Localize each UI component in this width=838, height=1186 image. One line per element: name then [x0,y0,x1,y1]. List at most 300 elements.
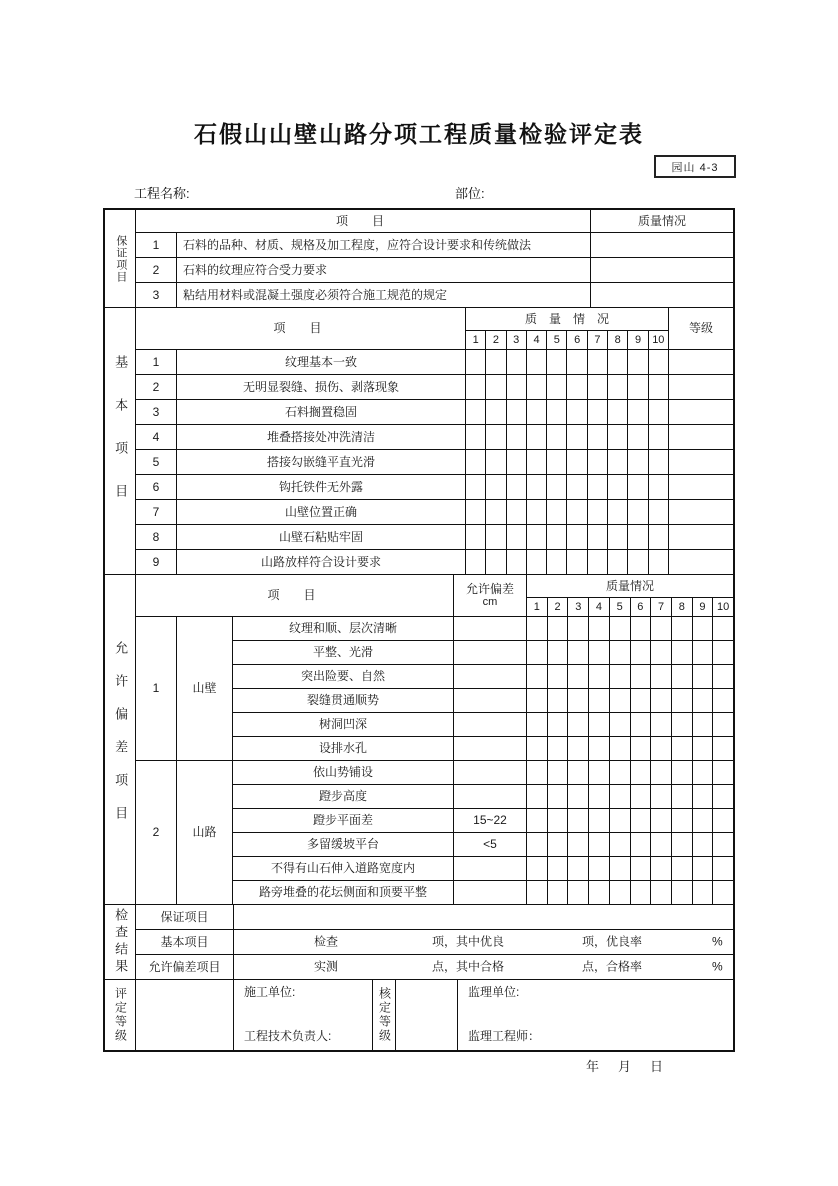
basic-grade-cell[interactable] [669,550,733,574]
quality-cell[interactable] [589,761,609,784]
quality-cell[interactable] [693,833,713,856]
basic-grade-cell[interactable] [669,450,733,474]
deviation-allow-cell[interactable] [454,737,526,760]
quality-cell[interactable] [486,400,505,424]
quality-cell[interactable] [631,809,651,832]
quality-cell[interactable] [693,785,713,808]
quality-cell[interactable] [588,350,607,374]
quality-cell[interactable] [713,737,733,760]
quality-cell[interactable] [547,525,566,549]
quality-cell[interactable] [713,713,733,736]
quality-cell[interactable] [527,375,546,399]
quality-cell[interactable] [608,500,627,524]
deviation-group-no: 1 [136,617,176,760]
quality-cell[interactable] [568,857,588,880]
quality-cell[interactable] [589,641,609,664]
quality-cell[interactable] [507,525,526,549]
quality-cell[interactable] [693,665,713,688]
guarantee-row-no: 3 [136,283,176,307]
quality-cell[interactable] [608,475,627,499]
quality-cell[interactable] [547,550,566,574]
deviation-item-text: 平整、光滑 [233,641,453,664]
supervisor-label: 监理单位: [468,985,520,999]
check-row-label: 保证项目 [136,905,233,929]
quality-cell[interactable] [589,785,609,808]
quality-cell[interactable] [588,375,607,399]
check-text: % [712,959,723,974]
quality-cell[interactable] [589,737,609,760]
quality-cell[interactable] [588,450,607,474]
quality-cell[interactable] [567,550,586,574]
quality-cell[interactable] [547,500,566,524]
deviation-quality-cells [527,641,733,664]
quality-cell[interactable] [567,350,586,374]
quality-cell[interactable] [631,665,651,688]
quality-cell[interactable] [672,665,692,688]
quality-cell[interactable] [567,400,586,424]
quality-cell[interactable] [649,500,668,524]
quality-cell[interactable] [527,857,547,880]
section-basic [105,308,733,574]
quality-cell[interactable] [588,400,607,424]
quality-cell[interactable] [628,425,647,449]
quality-cell[interactable] [651,809,671,832]
basic-row-text: 山壁位置正确 [177,500,465,524]
quality-cell[interactable] [548,809,568,832]
quality-cell[interactable] [610,809,630,832]
quality-cell[interactable] [547,450,566,474]
quality-cell[interactable] [568,713,588,736]
basic-quality-cells [466,500,668,524]
quality-cell[interactable] [610,833,630,856]
check-deviation-result-cell[interactable] [234,955,733,979]
quality-cell[interactable] [631,617,651,640]
quality-cell[interactable] [608,525,627,549]
quality-cell[interactable] [567,500,586,524]
quality-cell[interactable] [713,761,733,784]
quality-col-header: 10 [713,598,733,616]
quality-cell[interactable] [628,400,647,424]
quality-cell[interactable] [672,713,692,736]
quality-cell[interactable] [589,617,609,640]
quality-cell[interactable] [547,475,566,499]
quality-cell[interactable] [547,400,566,424]
quality-cell[interactable] [486,350,505,374]
quality-col-header: 4 [589,598,609,616]
quality-cell[interactable] [631,641,651,664]
quality-cell[interactable] [527,785,547,808]
quality-cell[interactable] [610,857,630,880]
guarantee-quality-cell[interactable] [591,258,733,282]
quality-cell[interactable] [466,375,485,399]
quality-cell[interactable] [610,881,630,904]
quality-cell[interactable] [589,857,609,880]
quality-cell[interactable] [651,857,671,880]
quality-cell[interactable] [631,689,651,712]
quality-cell[interactable] [507,475,526,499]
quality-cell[interactable] [548,617,568,640]
quality-cell[interactable] [466,550,485,574]
quality-cell[interactable] [527,617,547,640]
deviation-allow-cell[interactable] [454,785,526,808]
quality-cell[interactable] [649,400,668,424]
quality-cell[interactable] [507,350,526,374]
quality-cell[interactable] [548,713,568,736]
quality-cell[interactable] [651,881,671,904]
quality-cell[interactable] [548,689,568,712]
basic-grade-cell[interactable] [669,350,733,374]
quality-cell[interactable] [649,425,668,449]
quality-cell[interactable] [610,713,630,736]
basic-grade-cell[interactable] [669,375,733,399]
basic-grade-cell[interactable] [669,500,733,524]
quality-cell[interactable] [589,689,609,712]
deviation-allow-cell[interactable] [454,617,526,640]
quality-cell[interactable] [651,617,671,640]
quality-col-header: 9 [628,331,647,349]
basic-grade-cell[interactable] [669,525,733,549]
quality-cell[interactable] [631,857,651,880]
quality-cell[interactable] [548,833,568,856]
quality-cell[interactable] [713,857,733,880]
quality-cell[interactable] [588,525,607,549]
deviation-quality-cells [527,617,733,640]
supervisor-signature-area[interactable] [458,980,733,1050]
quality-cell[interactable] [631,833,651,856]
quality-cell[interactable] [568,785,588,808]
grade-value-cell[interactable] [136,980,233,1050]
deviation-allow-cell[interactable] [454,857,526,880]
quality-cell[interactable] [631,761,651,784]
quality-cell[interactable] [672,809,692,832]
quality-cell[interactable] [486,525,505,549]
quality-cell[interactable] [527,425,546,449]
quality-cell[interactable] [507,500,526,524]
deviation-header-quality: 质量情况 [527,575,733,597]
quality-cell[interactable] [567,525,586,549]
deviation-quality-cells [527,665,733,688]
quality-cell[interactable] [527,500,546,524]
quality-cell[interactable] [693,713,713,736]
quality-cell[interactable] [588,475,607,499]
quality-cell[interactable] [713,617,733,640]
check-text: 点，合格率 [582,959,643,974]
date-line: 年 月 日 [586,1059,667,1074]
quality-cell[interactable] [547,425,566,449]
quality-cell[interactable] [610,665,630,688]
quality-cell[interactable] [672,617,692,640]
quality-cell[interactable] [713,833,733,856]
quality-cell[interactable] [548,881,568,904]
quality-cell[interactable] [567,450,586,474]
quality-cell[interactable] [527,550,546,574]
deviation-item-text: 裂缝贯通顺势 [233,689,453,712]
quality-cell[interactable] [567,375,586,399]
check-text: 实测 [314,959,339,974]
quality-cell[interactable] [610,617,630,640]
quality-cell[interactable] [527,641,547,664]
quality-cell[interactable] [672,881,692,904]
quality-cell[interactable] [568,617,588,640]
quality-cell[interactable] [486,500,505,524]
quality-cell[interactable] [693,689,713,712]
quality-cell[interactable] [693,737,713,760]
quality-cell[interactable] [507,450,526,474]
quality-cell[interactable] [466,350,485,374]
quality-cell[interactable] [527,350,546,374]
quality-cell[interactable] [713,689,733,712]
quality-cell[interactable] [568,881,588,904]
basic-row-no: 8 [136,525,176,549]
deviation-item-text: 多留缓坡平台 [233,833,453,856]
basic-row-text: 堆叠搭接处冲洗清洁 [177,425,465,449]
quality-cell[interactable] [466,450,485,474]
deviation-allow-cell[interactable] [454,761,526,784]
quality-cell[interactable] [631,737,651,760]
quality-cell[interactable] [567,425,586,449]
quality-cell[interactable] [651,785,671,808]
deviation-quality-cells [527,737,733,760]
quality-cell[interactable] [466,475,485,499]
quality-cell[interactable] [547,350,566,374]
quality-cell[interactable] [589,833,609,856]
basic-row-no: 6 [136,475,176,499]
quality-cell[interactable] [672,833,692,856]
quality-cell[interactable] [568,665,588,688]
quality-cell[interactable] [651,689,671,712]
quality-cell[interactable] [548,761,568,784]
quality-cell[interactable] [466,525,485,549]
quality-cell[interactable] [713,665,733,688]
quality-cell[interactable] [527,833,547,856]
quality-cell[interactable] [548,857,568,880]
quality-cell[interactable] [649,375,668,399]
quality-cell[interactable] [610,785,630,808]
quality-col-header: 4 [527,331,546,349]
basic-grade-cell[interactable] [669,425,733,449]
quality-cell[interactable] [527,737,547,760]
quality-cell[interactable] [527,400,546,424]
quality-cell[interactable] [589,881,609,904]
quality-cell[interactable] [693,881,713,904]
quality-cell[interactable] [527,665,547,688]
quality-cell[interactable] [672,737,692,760]
quality-cell[interactable] [649,550,668,574]
basic-row-no: 3 [136,400,176,424]
deviation-allow-cell[interactable] [454,713,526,736]
basic-grade-cell[interactable] [669,400,733,424]
quality-cell[interactable] [631,881,651,904]
quality-cell[interactable] [672,641,692,664]
quality-cell[interactable] [693,857,713,880]
quality-cell[interactable] [693,617,713,640]
quality-col-header: 6 [631,598,651,616]
quality-cell[interactable] [608,400,627,424]
check-text: 点，其中合格 [432,959,505,974]
basic-header-item: 项 目 [136,308,465,349]
quality-cell[interactable] [568,833,588,856]
quality-cell[interactable] [507,550,526,574]
basic-row-no: 2 [136,375,176,399]
quality-cell[interactable] [466,425,485,449]
quality-cell[interactable] [527,881,547,904]
deviation-allow-cell[interactable] [454,689,526,712]
quality-cell[interactable] [649,350,668,374]
quality-cell[interactable] [507,375,526,399]
quality-cell[interactable] [628,550,647,574]
quality-col-header: 3 [568,598,588,616]
basic-grade-cell[interactable] [669,475,733,499]
deviation-item-text: 蹬步平面差 [233,809,453,832]
quality-cell[interactable] [649,525,668,549]
quality-cell[interactable] [651,665,671,688]
quality-cell[interactable] [527,450,546,474]
quality-cell[interactable] [527,713,547,736]
quality-cell[interactable] [713,809,733,832]
quality-cell[interactable] [589,713,609,736]
quality-cell[interactable] [466,500,485,524]
quality-cell[interactable] [693,761,713,784]
check-text: 项，优良率 [582,934,643,949]
quality-cell[interactable] [527,761,547,784]
deviation-quality-cells [527,713,733,736]
quality-cell[interactable] [628,375,647,399]
deviation-quality-cells [527,689,733,712]
quality-cell[interactable] [486,375,505,399]
verify-grade-cell[interactable] [396,980,457,1050]
quality-cell[interactable] [568,809,588,832]
page-title: 石假山山壁山路分项工程质量检验评定表 [194,121,644,147]
quality-cell[interactable] [486,550,505,574]
deviation-item-text: 树洞凹深 [233,713,453,736]
guarantee-row-text: 粘结用材料或混凝土强度必须符合施工规范的规定 [177,283,590,307]
quality-cell[interactable] [486,425,505,449]
quality-cell[interactable] [610,737,630,760]
quality-cell[interactable] [651,641,671,664]
guarantee-quality-cell[interactable] [591,283,733,307]
basic-row-no: 1 [136,350,176,374]
check-text: 检查 [314,934,339,949]
quality-cell[interactable] [567,475,586,499]
quality-cell[interactable] [568,641,588,664]
quality-cell[interactable] [608,350,627,374]
basic-row-text: 山路放样符合设计要求 [177,550,465,574]
quality-cell[interactable] [628,525,647,549]
guarantee-quality-cell[interactable] [591,233,733,257]
quality-col-header: 3 [507,331,526,349]
deviation-allow-cell[interactable] [454,641,526,664]
quality-cell[interactable] [628,350,647,374]
builder-signature-area[interactable] [234,980,372,1050]
quality-cell[interactable] [651,761,671,784]
quality-cell[interactable] [631,785,651,808]
quality-cell[interactable] [649,450,668,474]
quality-cell[interactable] [672,857,692,880]
deviation-quality-cells [527,881,733,904]
guarantee-header-item: 项 目 [136,210,590,232]
quality-cell[interactable] [649,475,668,499]
quality-cell[interactable] [610,641,630,664]
basic-row-no: 7 [136,500,176,524]
quality-cell[interactable] [548,737,568,760]
quality-cell[interactable] [527,809,547,832]
quality-cell[interactable] [588,550,607,574]
quality-col-header: 7 [651,598,671,616]
quality-cell[interactable] [588,500,607,524]
quality-cell[interactable] [672,689,692,712]
quality-cell[interactable] [589,809,609,832]
quality-cell[interactable] [548,641,568,664]
quality-cell[interactable] [588,425,607,449]
quality-cell[interactable] [547,375,566,399]
basic-quality-cells [466,525,668,549]
quality-cell[interactable] [672,785,692,808]
deviation-header-allow: 允许偏差 cm [454,575,526,616]
basic-quality-cells [466,550,668,574]
quality-cell[interactable] [610,689,630,712]
quality-cell[interactable] [548,785,568,808]
quality-cell[interactable] [713,785,733,808]
quality-cell[interactable] [693,641,713,664]
quality-cell[interactable] [507,425,526,449]
quality-cell[interactable] [527,525,546,549]
deviation-allow-cell[interactable] [454,881,526,904]
deviation-item-text: 不得有山石伸入道路宽度内 [233,857,453,880]
quality-cell[interactable] [628,500,647,524]
deviation-item-text: 路旁堆叠的花坛侧面和顶要平整 [233,881,453,904]
quality-cell[interactable] [608,425,627,449]
quality-cell[interactable] [486,475,505,499]
quality-cell[interactable] [628,475,647,499]
quality-cell[interactable] [548,665,568,688]
deviation-allow-cell[interactable] [454,665,526,688]
quality-cell[interactable] [713,641,733,664]
quality-cell[interactable] [608,375,627,399]
quality-cell[interactable] [608,550,627,574]
quality-cell[interactable] [631,713,651,736]
deviation-quality-cells [527,761,733,784]
basic-quality-cells [466,475,668,499]
check-basic-result-cell[interactable] [234,930,733,954]
basic-header-grade: 等级 [669,308,733,349]
quality-cell[interactable] [610,761,630,784]
quality-cell[interactable] [651,737,671,760]
quality-cell[interactable] [608,450,627,474]
quality-cell[interactable] [568,761,588,784]
quality-cell[interactable] [651,833,671,856]
quality-cell[interactable] [527,475,546,499]
quality-cell[interactable] [568,689,588,712]
quality-cell[interactable] [507,400,526,424]
quality-cell[interactable] [713,881,733,904]
check-guarantee-result-cell[interactable] [234,905,733,929]
quality-cell[interactable] [466,400,485,424]
quality-cell[interactable] [527,689,547,712]
quality-cell[interactable] [589,665,609,688]
guarantee-row-text: 石料的品种、材质、规格及加工程度，应符合设计要求和传统做法 [177,233,590,257]
quality-cell[interactable] [693,809,713,832]
quality-cell[interactable] [628,450,647,474]
deviation-item-text: 纹理和顺、层次清晰 [233,617,453,640]
quality-cell[interactable] [568,737,588,760]
quality-cell[interactable] [651,713,671,736]
basic-row-no: 4 [136,425,176,449]
quality-col-header: 8 [608,331,627,349]
guarantee-row-no: 2 [136,258,176,282]
deviation-quality-cells [527,809,733,832]
quality-cell[interactable] [486,450,505,474]
quality-cell[interactable] [672,761,692,784]
